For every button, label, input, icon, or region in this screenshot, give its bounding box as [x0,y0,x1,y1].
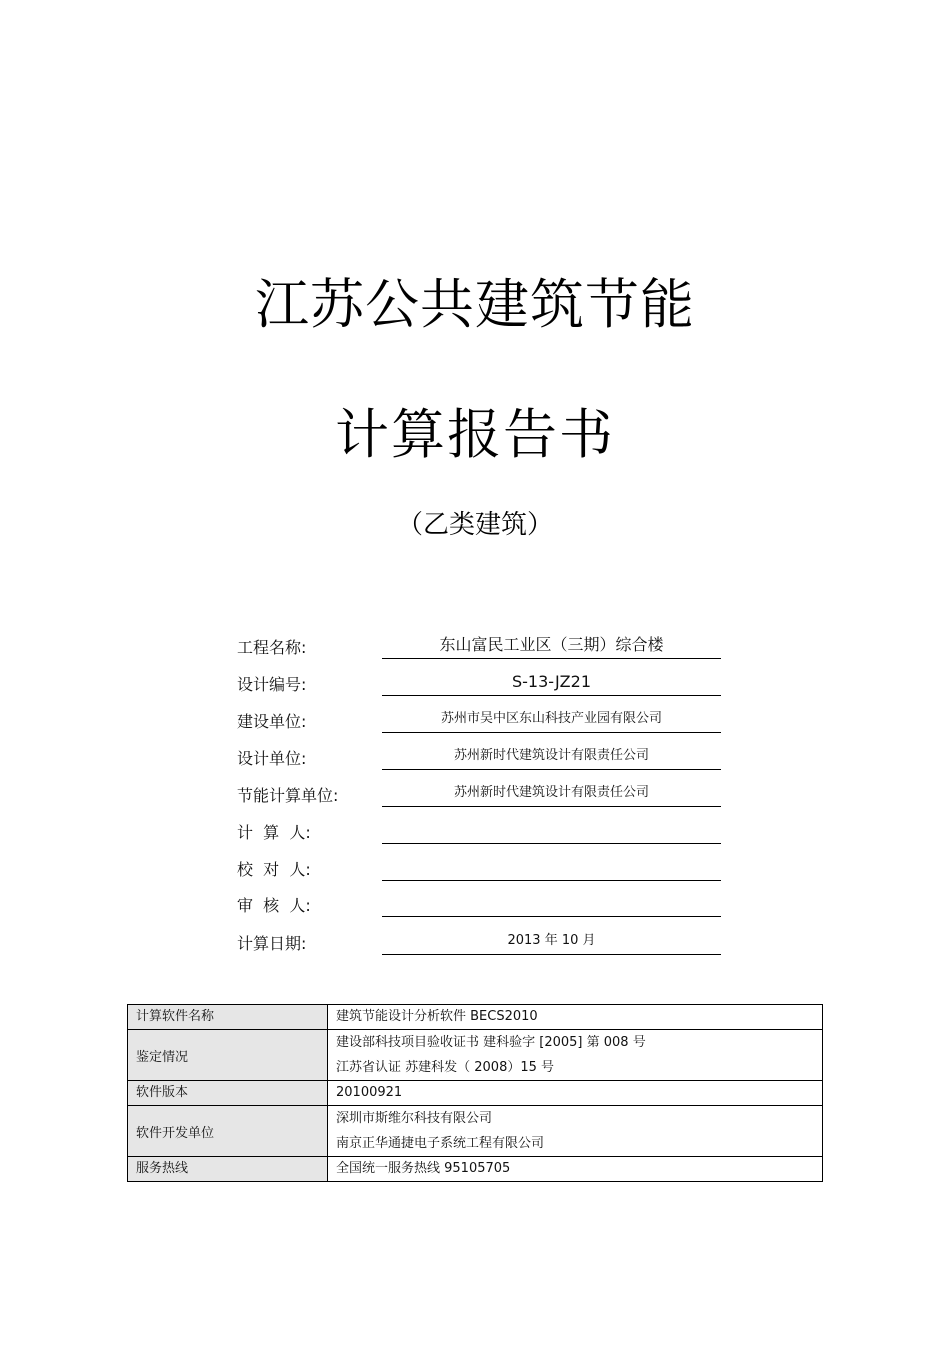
appraisal-line-1: 建设部科技项目验收证书 建科验字 [2005] 第 008 号 [336,1035,646,1050]
project-name-value: 东山富民工业区（三期）综合楼 [382,631,721,659]
design-unit-value: 苏州新时代建筑设计有限责任公司 [382,742,721,770]
project-name-row [237,631,721,661]
hotline-value: 全国统一服务热线 95105705 [328,1157,823,1182]
energy-calc-unit-value: 苏州新时代建筑设计有限责任公司 [382,779,721,807]
construction-unit-row [237,705,721,735]
hotline-label: 服务热线 [128,1157,328,1182]
construction-unit-value: 苏州市吴中区东山科技产业园有限公司 [382,705,721,733]
calc-date-label: 计算日期: [237,934,307,953]
checker-label: 校 对 人: [237,860,311,879]
construction-unit-label: 建设单位: [237,712,307,731]
design-number-label: 设计编号: [237,675,307,694]
developer-line-1: 深圳市斯维尔科技有限公司 [336,1111,493,1126]
design-unit-row [237,742,721,772]
calc-date-value: 2013 年 10 月 [382,927,721,955]
reviewer-row [237,889,721,919]
table-row [128,1106,823,1157]
software-name-label: 计算软件名称 [128,1005,328,1030]
calc-date-row [237,927,721,957]
checker-value [382,853,721,881]
project-name-label: 工程名称: [237,638,307,657]
design-unit-label: 设计单位: [237,749,307,768]
report-subtitle: （乙类建筑） [396,510,553,540]
developer-value [328,1106,823,1157]
energy-calc-unit-row [237,779,721,809]
version-value: 20100921 [328,1081,823,1106]
table-row [128,1157,823,1182]
appraisal-label: 鉴定情况 [128,1030,328,1081]
calculator-label: 计 算 人: [237,823,311,842]
calculator-value [382,816,721,844]
energy-calc-unit-label: 节能计算单位: [237,786,339,805]
table-row [128,1081,823,1106]
version-label: 软件版本 [128,1081,328,1106]
design-number-row [237,668,721,698]
report-title-line-1: 江苏公共建筑节能 [255,273,695,336]
appraisal-line-2: 江苏省认证 苏建科发（ 2008）15 号 [336,1060,555,1075]
software-name-value: 建筑节能设计分析软件 BECS2010 [328,1005,823,1030]
software-info-table [127,1004,823,1182]
developer-label: 软件开发单位 [128,1106,328,1157]
reviewer-value [382,889,721,917]
table-row [128,1030,823,1081]
checker-row [237,853,721,883]
developer-line-2: 南京正华通捷电子系统工程有限公司 [336,1136,545,1151]
report-title-line-2: 计算报告书 [335,403,615,466]
table-row [128,1005,823,1030]
appraisal-value [328,1030,823,1081]
calculator-row [237,816,721,846]
reviewer-label: 审 核 人: [237,896,311,915]
design-number-value: S-13-JZ21 [382,668,721,696]
